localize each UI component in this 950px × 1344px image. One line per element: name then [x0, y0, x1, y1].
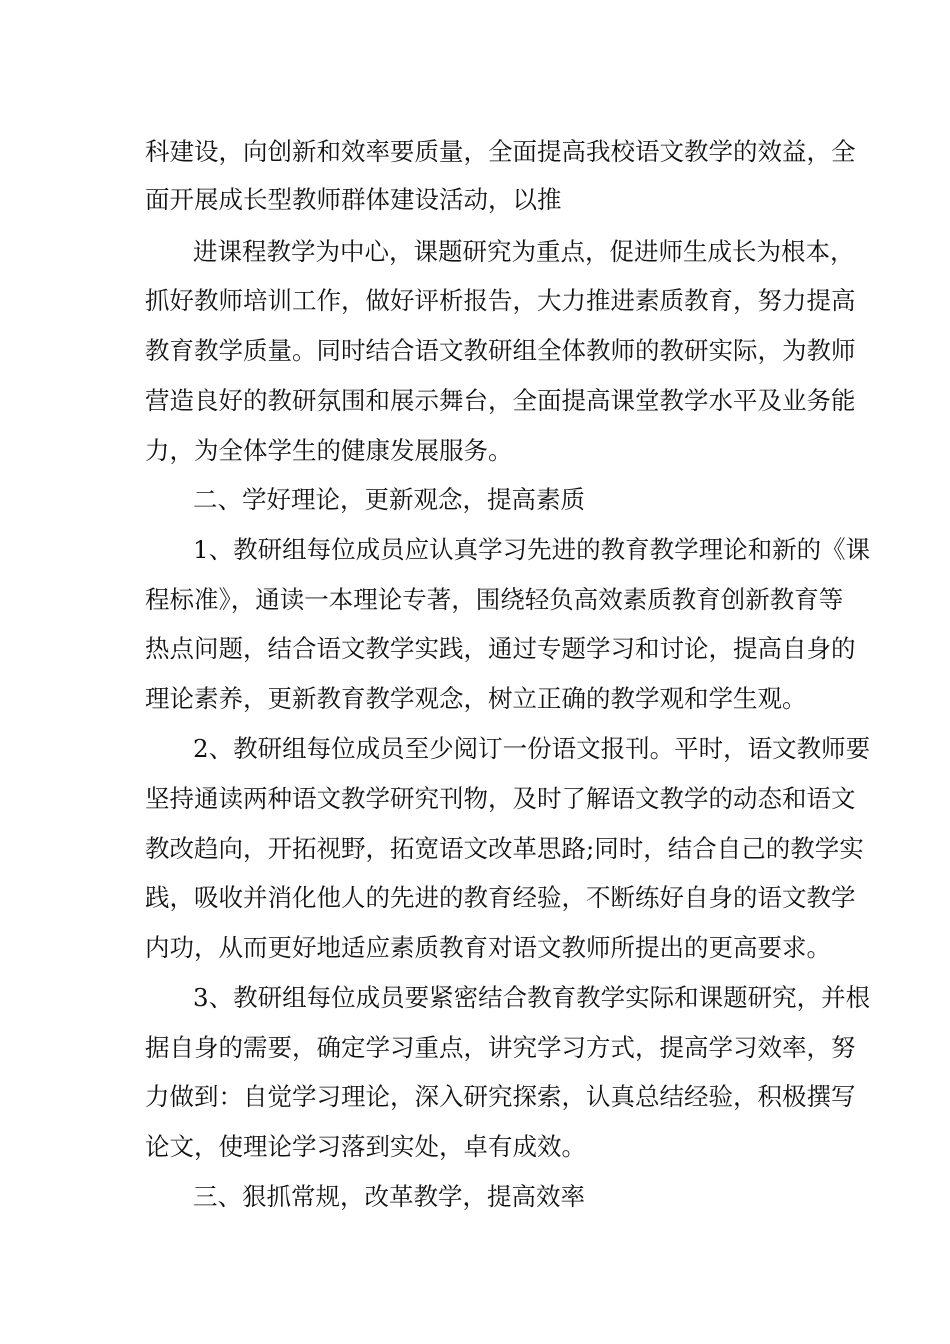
text-line: 践，吸收并消化他人的先进的教育经验，不断练好自身的语文教学: [145, 883, 856, 912]
paragraph-line: 进课程教学为中心，课题研究为重点，促进师生成长为根本，: [193, 237, 855, 266]
section-heading: 三、狠抓常规，改革教学，提高效率: [193, 1182, 585, 1211]
text-line: 热点问题，结合语文教学实践，通过专题学习和讨论，提高自身的: [145, 634, 856, 663]
text-line: 力，为全体学生的健康发展服务。: [145, 436, 513, 465]
text-line: 据自身的需要，确定学习重点，讲究学习方式，提高学习效率，努: [145, 1033, 856, 1062]
paragraph-line: 2、教研组每位成员至少阅订一份语文报刊。平时，语文教师要: [193, 734, 871, 763]
text-line: 教育教学质量。同时结合语文教研组全体教师的教研实际，为教师: [145, 336, 856, 365]
text-line: 内功，从而更好地适应素质教育对语文教师所提出的更高要求。: [145, 933, 831, 962]
text-line: 教改趋向，开拓视野，拓宽语文改革思路;同时，结合自己的教学实: [145, 834, 864, 863]
section-heading: 二、学好理论，更新观念，提高素质: [193, 485, 585, 514]
text-line: 论文，使理论学习落到实处，卓有成效。: [145, 1132, 586, 1161]
text-line: 程标准》，通读一本理论专著，围绕轻负高效素质教育创新教育等: [145, 585, 844, 614]
paragraph-line: 1、教研组每位成员应认真学习先进的教育教学理论和新的《课: [193, 535, 871, 564]
text-line: 面开展成长型教师群体建设活动，以推: [145, 185, 562, 214]
paragraph-line: 3、教研组每位成员要紧密结合教育教学实际和课题研究，并根: [193, 983, 871, 1012]
text-line: 抓好教师培训工作，做好评析报告，大力推进素质教育，努力提高: [145, 286, 856, 315]
text-line: 科建设，向创新和效率要质量，全面提高我校语文教学的效益，全: [145, 137, 856, 166]
text-line: 理论素养，更新教育教学观念，树立正确的教学观和学生观。: [145, 684, 807, 713]
text-line: 营造良好的教研氛围和展示舞台，全面提高课堂教学水平及业务能: [145, 386, 856, 415]
text-line: 坚持通读两种语文教学研究刊物，及时了解语文教学的动态和语文: [145, 784, 856, 813]
text-line: 力做到：自觉学习理论，深入研究探索，认真总结经验，积极撰写: [145, 1082, 856, 1111]
